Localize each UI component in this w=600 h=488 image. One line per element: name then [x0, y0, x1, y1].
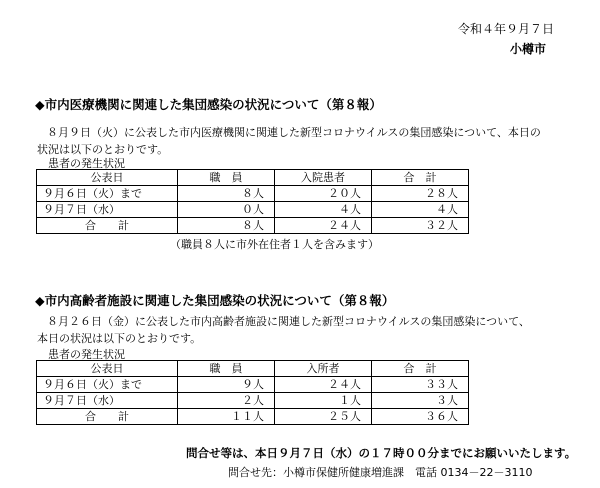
row-label: 合 計 — [37, 218, 178, 234]
table-header-row — [37, 170, 469, 186]
contact-info: 問合せ先：小樽市保健所健康増進課 電話 0134－22－3110 — [228, 466, 533, 479]
column-header: 公表日 — [37, 361, 178, 377]
cell-staff: ８人 — [178, 218, 275, 234]
cell-staff: ２人 — [178, 393, 275, 409]
section1-subtitle: 患者の発生状況 — [48, 157, 125, 170]
table-total-row — [37, 409, 469, 425]
column-header: 入所者 — [275, 361, 372, 377]
row-label: ９月６日（火）まで — [37, 377, 178, 393]
table-row — [37, 377, 469, 393]
cell-staff: ０人 — [178, 202, 275, 218]
table-row — [37, 202, 469, 218]
cell-total: ３２人 — [372, 218, 469, 234]
column-header: 公表日 — [37, 170, 178, 186]
section2-heading: ◆市内高齢者施設に関連した集団感染の状況について（第８報） — [35, 293, 395, 308]
section1-note: （職員８人に市外在住者１人を含みます） — [170, 238, 379, 251]
cell-total: ３６人 — [372, 409, 469, 425]
section1-paragraph-line1: ８月９日（火）に公表した市内医療機関に関連した新型コロナウイルスの集団感染について、本日の — [47, 126, 541, 139]
section2-paragraph-line1: ８月２６日（金）に公表した市内高齢者施設に関連した新型コロナウイルスの集団感染について、 — [47, 315, 530, 328]
section1-table — [36, 169, 469, 234]
cell-total: ３人 — [372, 393, 469, 409]
column-header: 合 計 — [372, 170, 469, 186]
inquiry-deadline: 問合せ等は、本日９月７日（水）の１７時００分までにお願いいたします。 — [186, 446, 577, 460]
cell-patients: ４人 — [275, 202, 372, 218]
row-label: 合 計 — [37, 409, 178, 425]
table-total-row — [37, 218, 469, 234]
cell-staff: １１人 — [178, 409, 275, 425]
section2-subtitle: 患者の発生状況 — [48, 348, 125, 361]
table-header-row — [37, 361, 469, 377]
cell-total: ２８人 — [372, 186, 469, 202]
document-date: 令和４年９月７日 — [458, 22, 555, 36]
cell-total: ３３人 — [372, 377, 469, 393]
cell-patients: ２０人 — [275, 186, 372, 202]
cell-residents: ２５人 — [275, 409, 372, 425]
column-header: 合 計 — [372, 361, 469, 377]
section2-paragraph-line2: 本日の状況は以下のとおりです。 — [37, 332, 202, 345]
row-label: ９月６日（火）まで — [37, 186, 178, 202]
row-label: ９月７日（水） — [37, 202, 178, 218]
cell-total: ４人 — [372, 202, 469, 218]
row-label: ９月７日（水） — [37, 393, 178, 409]
issuer-city: 小樽市 — [510, 42, 547, 56]
cell-staff: ９人 — [178, 377, 275, 393]
table-row — [37, 393, 469, 409]
cell-patients: ２４人 — [275, 218, 372, 234]
section2-table — [36, 360, 469, 425]
cell-residents: ２４人 — [275, 377, 372, 393]
column-header: 入院患者 — [275, 170, 372, 186]
column-header: 職 員 — [178, 361, 275, 377]
section1-paragraph-line2: 状況は以下のとおりです。 — [37, 143, 169, 156]
column-header: 職 員 — [178, 170, 275, 186]
table-row — [37, 186, 469, 202]
section1-heading: ◆市内医療機関に関連した集団感染の状況について（第８報） — [35, 97, 382, 112]
cell-staff: ８人 — [178, 186, 275, 202]
cell-residents: １人 — [275, 393, 372, 409]
